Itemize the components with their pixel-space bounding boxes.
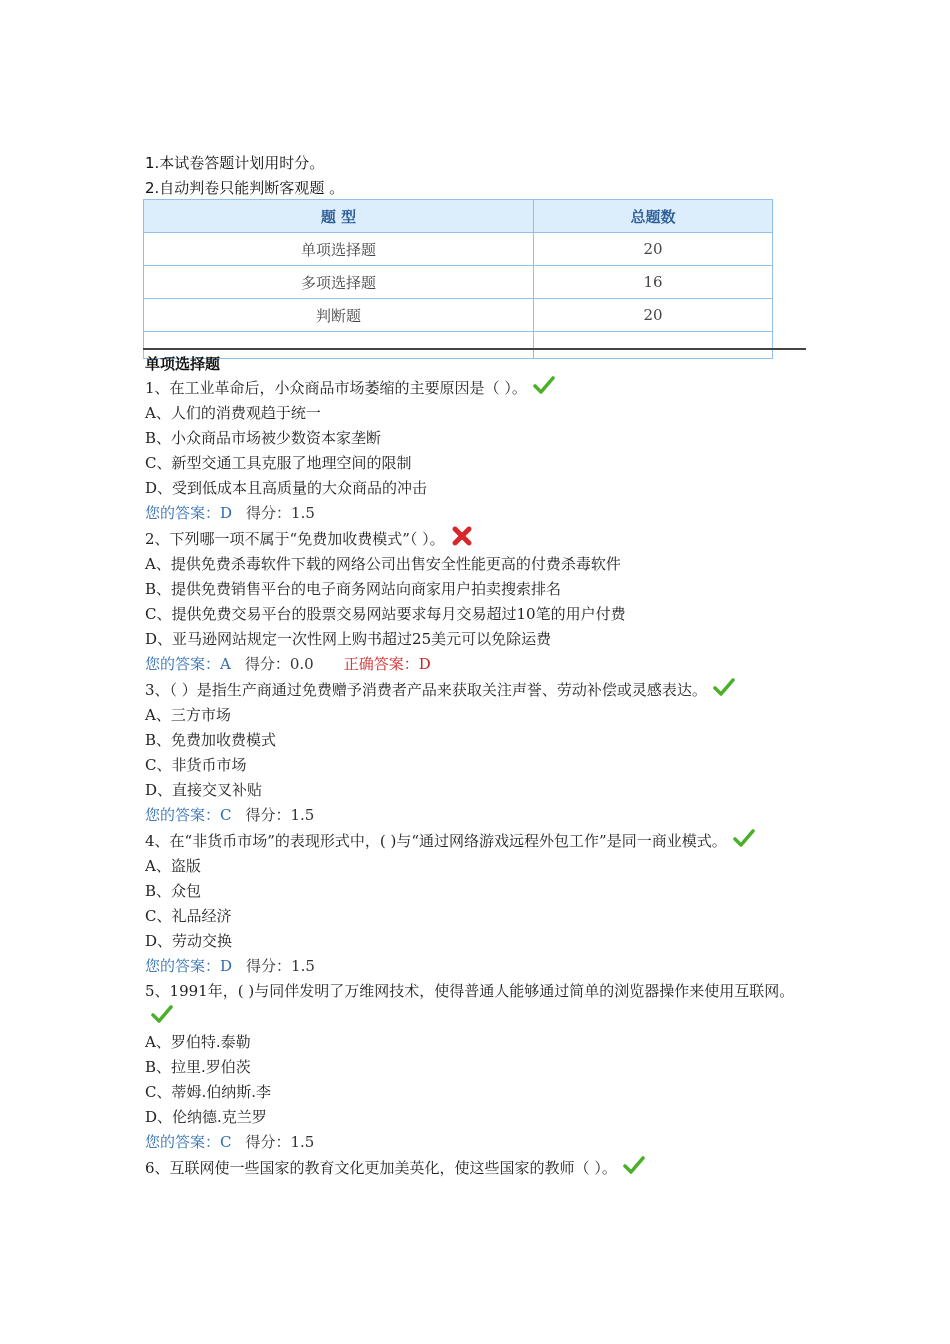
- answer-option: C、提供免费交易平台的股票交易网站要求每月交易超过10笔的用户付费: [145, 605, 626, 623]
- check-icon: [533, 375, 555, 395]
- table-row-empty: [144, 332, 773, 359]
- empty-cell: [534, 332, 773, 359]
- your-answer-label: 您的答案：C: [145, 1133, 232, 1151]
- answer-option: C、礼品经济: [145, 907, 232, 925]
- your-answer-label: 您的答案：D: [145, 504, 233, 522]
- cross-icon: [451, 526, 473, 546]
- question-stem: [145, 828, 815, 854]
- your-answer-label: 您的答案：A: [145, 655, 231, 673]
- question-summary-table: [143, 199, 773, 359]
- question-text: 3、（ ）是指生产商通过免费赠予消费者产品来获取关注声誉、劳动补偿或灵感表达。: [145, 681, 707, 699]
- answer-option: A、罗伯特.泰勒: [145, 1033, 251, 1051]
- section-divider: [143, 348, 806, 350]
- score-text: 得分：1.5: [246, 504, 315, 522]
- score-text: 得分：0.0: [244, 655, 314, 673]
- check-icon: [713, 677, 735, 697]
- table-row: [144, 233, 773, 266]
- answer-option: B、免费加收费模式: [145, 731, 277, 749]
- check-icon: [733, 828, 755, 848]
- question-text: 1、在工业革命后，小众商品市场萎缩的主要原因是（ ）。: [145, 379, 527, 397]
- answer-option: D、亚马逊网站规定一次性网上购书超过25美元可以免除运费: [145, 630, 552, 648]
- answer-option: A、盗版: [145, 857, 201, 875]
- answer-option: B、众包: [145, 882, 202, 900]
- header-type: 题 型: [144, 200, 534, 233]
- question-text: 5、1991年，( )与同伴发明了万维网技术，使得普通人能够通过简单的浏览器操作来使用互联网。: [145, 982, 795, 1000]
- table-header-row: [144, 200, 773, 233]
- question-stem: [145, 677, 815, 703]
- answer-result-line: [145, 1130, 815, 1155]
- correct-answer-label: 正确答案：D: [343, 655, 431, 673]
- answer-option: D、劳动交换: [145, 932, 233, 950]
- question-stem: [145, 375, 815, 401]
- question-stem: [145, 979, 815, 1030]
- type-cell: 多项选择题: [144, 266, 534, 299]
- count-cell: 20: [534, 299, 773, 332]
- answer-option: D、受到低成本且高质量的大众商品的冲击: [145, 479, 428, 497]
- instruction-note-1: 1.本试卷答题计划用时分。: [145, 154, 325, 172]
- answer-option: A、提供免费杀毒软件下载的网络公司出售安全性能更高的付费杀毒软件: [145, 555, 621, 573]
- question-list: [145, 375, 815, 1181]
- answer-option: A、人们的消费观趋于统一: [145, 404, 321, 422]
- score-text: 得分：1.5: [245, 1133, 315, 1151]
- answer-option: A、三方市场: [145, 706, 231, 724]
- answer-option: B、提供免费销售平台的电子商务网站向商家用户拍卖搜索排名: [145, 580, 562, 598]
- answer-option: C、非货币市场: [145, 756, 247, 774]
- instruction-note-2: 2.自动判卷只能判断客观题 。: [145, 179, 345, 197]
- answer-option: D、伦纳德.克兰罗: [145, 1108, 267, 1126]
- score-text: 得分：1.5: [245, 806, 315, 824]
- question-stem: [145, 1155, 815, 1181]
- question-stem: [145, 526, 815, 552]
- answer-result-line: [145, 652, 815, 677]
- type-cell: 单项选择题: [144, 233, 534, 266]
- answer-option: C、蒂姆.伯纳斯.李: [145, 1083, 272, 1101]
- section-title: 单项选择题: [145, 355, 221, 373]
- answer-option: B、拉里.罗伯茨: [145, 1058, 251, 1076]
- type-cell: 判断题: [144, 299, 534, 332]
- answer-option: D、直接交叉补贴: [145, 781, 263, 799]
- count-cell: 16: [534, 266, 773, 299]
- check-icon: [151, 1004, 173, 1024]
- answer-result-line: [145, 803, 815, 828]
- answer-result-line: [145, 954, 815, 979]
- table-row: [144, 266, 773, 299]
- question-text: 2、下列哪一项不属于“免费加收费模式”（ ）。: [145, 530, 445, 548]
- score-text: 得分：1.5: [246, 957, 315, 975]
- answer-option: C、新型交通工具克服了地理空间的限制: [145, 454, 412, 472]
- answer-option: B、小众商品市场被少数资本家垄断: [145, 429, 382, 447]
- header-count: 总题数: [534, 200, 773, 233]
- check-icon: [623, 1155, 645, 1175]
- your-answer-label: 您的答案：C: [145, 806, 232, 824]
- answer-result-line: [145, 501, 815, 526]
- question-text: 4、在“非货币市场”的表现形式中，( )与“通过网络游戏远程外包工作”是同一商业模式。: [145, 832, 727, 850]
- count-cell: 20: [534, 233, 773, 266]
- your-answer-label: 您的答案：D: [145, 957, 233, 975]
- question-text: 6、互联网使一些国家的教育文化更加美英化，使这些国家的教师（ ）。: [145, 1159, 617, 1177]
- table-row: [144, 299, 773, 332]
